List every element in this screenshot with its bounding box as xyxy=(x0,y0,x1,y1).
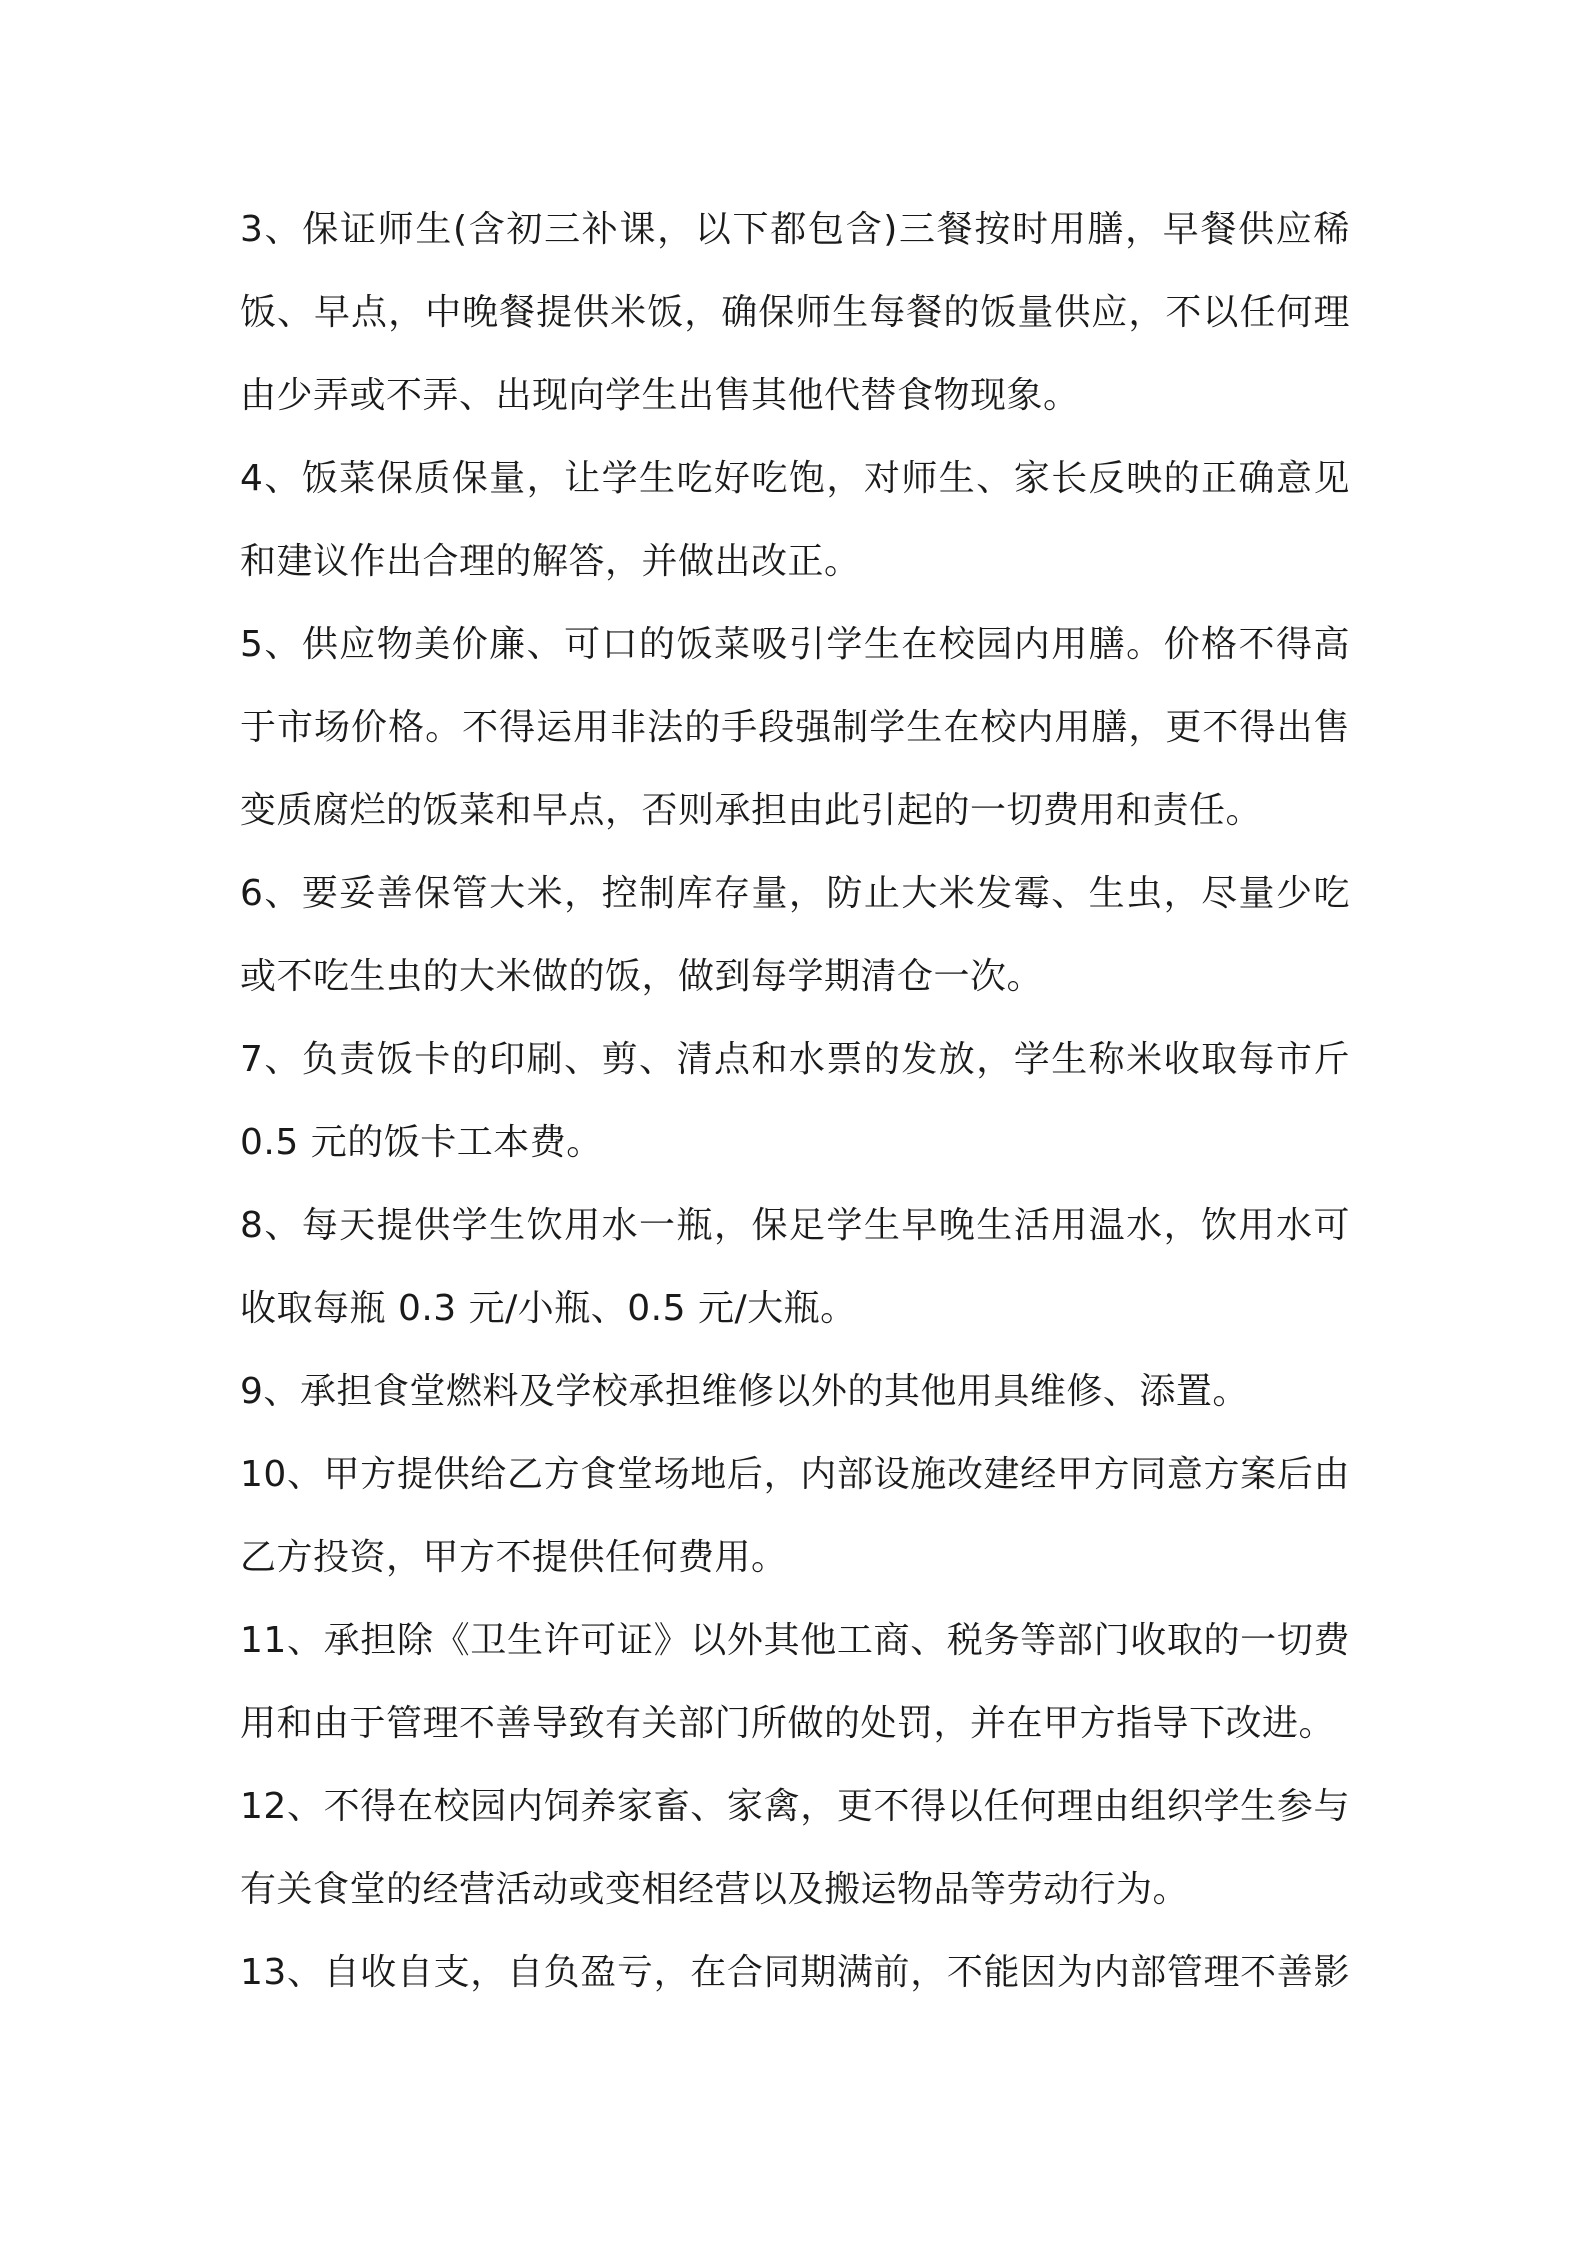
text-line: 用和由于管理不善导致有关部门所做的处罚，并在甲方指导下改进。 xyxy=(240,1703,1336,1744)
document-body xyxy=(240,200,1350,2026)
text-line: 收取每瓶 0.3 元/小瓶、0.5 元/大瓶。 xyxy=(240,1288,857,1329)
text-line: 3、保证师生(含初三补课，以下都包含)三餐按时用膳，早餐供应稀 xyxy=(240,209,1350,250)
text-line: 5、供应物美价廉、可口的饭菜吸引学生在校园内用膳。价格不得高 xyxy=(240,624,1350,665)
text-line: 6、要妥善保管大米，控制库存量，防止大米发霉、生虫，尽量少吃 xyxy=(240,873,1350,914)
text-line: 有关食堂的经营活动或变相经营以及搬运物品等劳动行为。 xyxy=(240,1869,1190,1910)
text-line: 4、饭菜保质保量，让学生吃好吃饱，对师生、家长反映的正确意见 xyxy=(240,458,1350,499)
text-line: 7、负责饭卡的印刷、剪、清点和水票的发放，学生称米收取每市斤 xyxy=(240,1039,1350,1080)
text-line: 13、自收自支，自负盈亏，在合同期满前，不能因为内部管理不善影 xyxy=(240,1952,1350,1993)
text-line: 12、不得在校园内饲养家畜、家禽，更不得以任何理由组织学生参与 xyxy=(240,1786,1350,1827)
text-line: 8、每天提供学生饮用水一瓶，保足学生早晚生活用温水，饮用水可 xyxy=(240,1205,1350,1246)
text-line: 或不吃生虫的大米做的饭，做到每学期清仓一次。 xyxy=(240,956,1044,997)
text-line: 11、承担除《卫生许可证》以外其他工商、税务等部门收取的一切费 xyxy=(240,1620,1350,1661)
text-line: 和建议作出合理的解答，并做出改正。 xyxy=(240,541,861,582)
text-line: 饭、早点，中晚餐提供米饭，确保师生每餐的饭量供应，不以任何理 xyxy=(240,292,1350,333)
text-line: 由少弄或不弄、出现向学生出售其他代替食物现象。 xyxy=(240,375,1080,416)
text-line: 10、甲方提供给乙方食堂场地后，内部设施改建经甲方同意方案后由 xyxy=(240,1454,1350,1495)
text-line: 于市场价格。不得运用非法的手段强制学生在校内用膳，更不得出售 xyxy=(240,707,1350,748)
text-line: 乙方投资，甲方不提供任何费用。 xyxy=(240,1537,788,1578)
text-line: 9、承担食堂燃料及学校承担维修以外的其他用具维修、添置。 xyxy=(240,1371,1249,1412)
text-line: 0.5 元的饭卡工本费。 xyxy=(240,1122,603,1163)
text-line: 变质腐烂的饭菜和早点，否则承担由此引起的一切费用和责任。 xyxy=(240,790,1263,831)
